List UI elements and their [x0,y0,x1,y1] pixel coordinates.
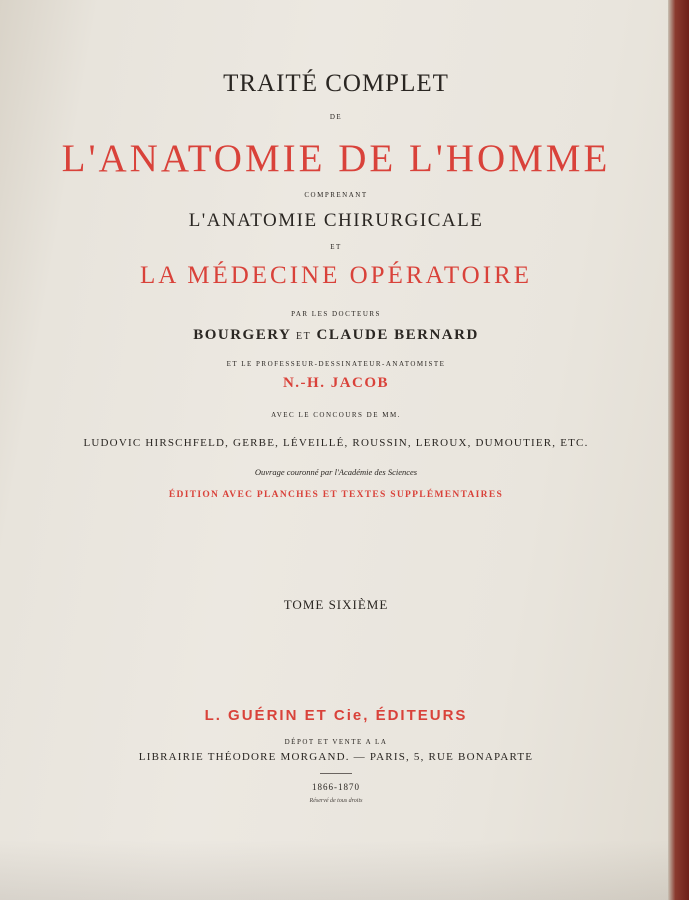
subtitle-anatomie-chirurgicale: L'ANATOMIE CHIRURGICALE [188,210,484,231]
subtitle-medecine-operatoire: LA MÉDECINE OPÉRATOIRE [140,262,532,289]
author-bourgery: BOURGERY [193,327,291,343]
author-claude-bernard: CLAUDE BERNARD [316,327,479,343]
edition-line: ÉDITION AVEC PLANCHES ET TEXTES SUPPLÉMENTAIRES [168,490,504,500]
rights-line: Réservé de tous droits [309,798,363,804]
book-cover-edge [668,0,689,900]
authors-line [0,327,672,344]
tome-label: TOME SIXIÈME [283,597,389,612]
librairie-line: LIBRAIRIE THÉODORE MORGAND. — PARIS, 5, RUE BONAPARTE [138,751,534,763]
et-label: ET [330,243,342,251]
par-les-docteurs: PAR LES DOCTEURS [291,310,381,318]
comprenant-label: COMPRENANT [304,191,368,199]
professeur-line: ET LE PROFESSEUR-DESSINATEUR-ANATOMISTE [226,360,446,368]
divider-rule [320,773,352,774]
de-label: DE [329,113,343,121]
years-line: 1866-1870 [312,782,360,792]
award-line: Ouvrage couronné par l'Académie des Sciences [254,467,418,477]
title-top: TRAITÉ COMPLET [223,70,449,97]
publisher: L. GUÉRIN ET Cie, ÉDITEURS [204,707,468,724]
contributors: LUDOVIC HIRSCHFELD, GERBE, LÉVEILLÉ, ROUSSIN, LEROUX, DUMOUTIER, ETC. [83,437,589,449]
main-title: L'ANATOMIE DE L'HOMME [61,137,611,180]
page-shadow [0,840,672,900]
concours-label: AVEC LE CONCOURS DE MM. [271,411,401,419]
depot-line: DÉPOT ET VENTE A LA [284,738,388,746]
author-et: ET [296,331,312,342]
illustrator-name: N.-H. JACOB [282,375,390,391]
